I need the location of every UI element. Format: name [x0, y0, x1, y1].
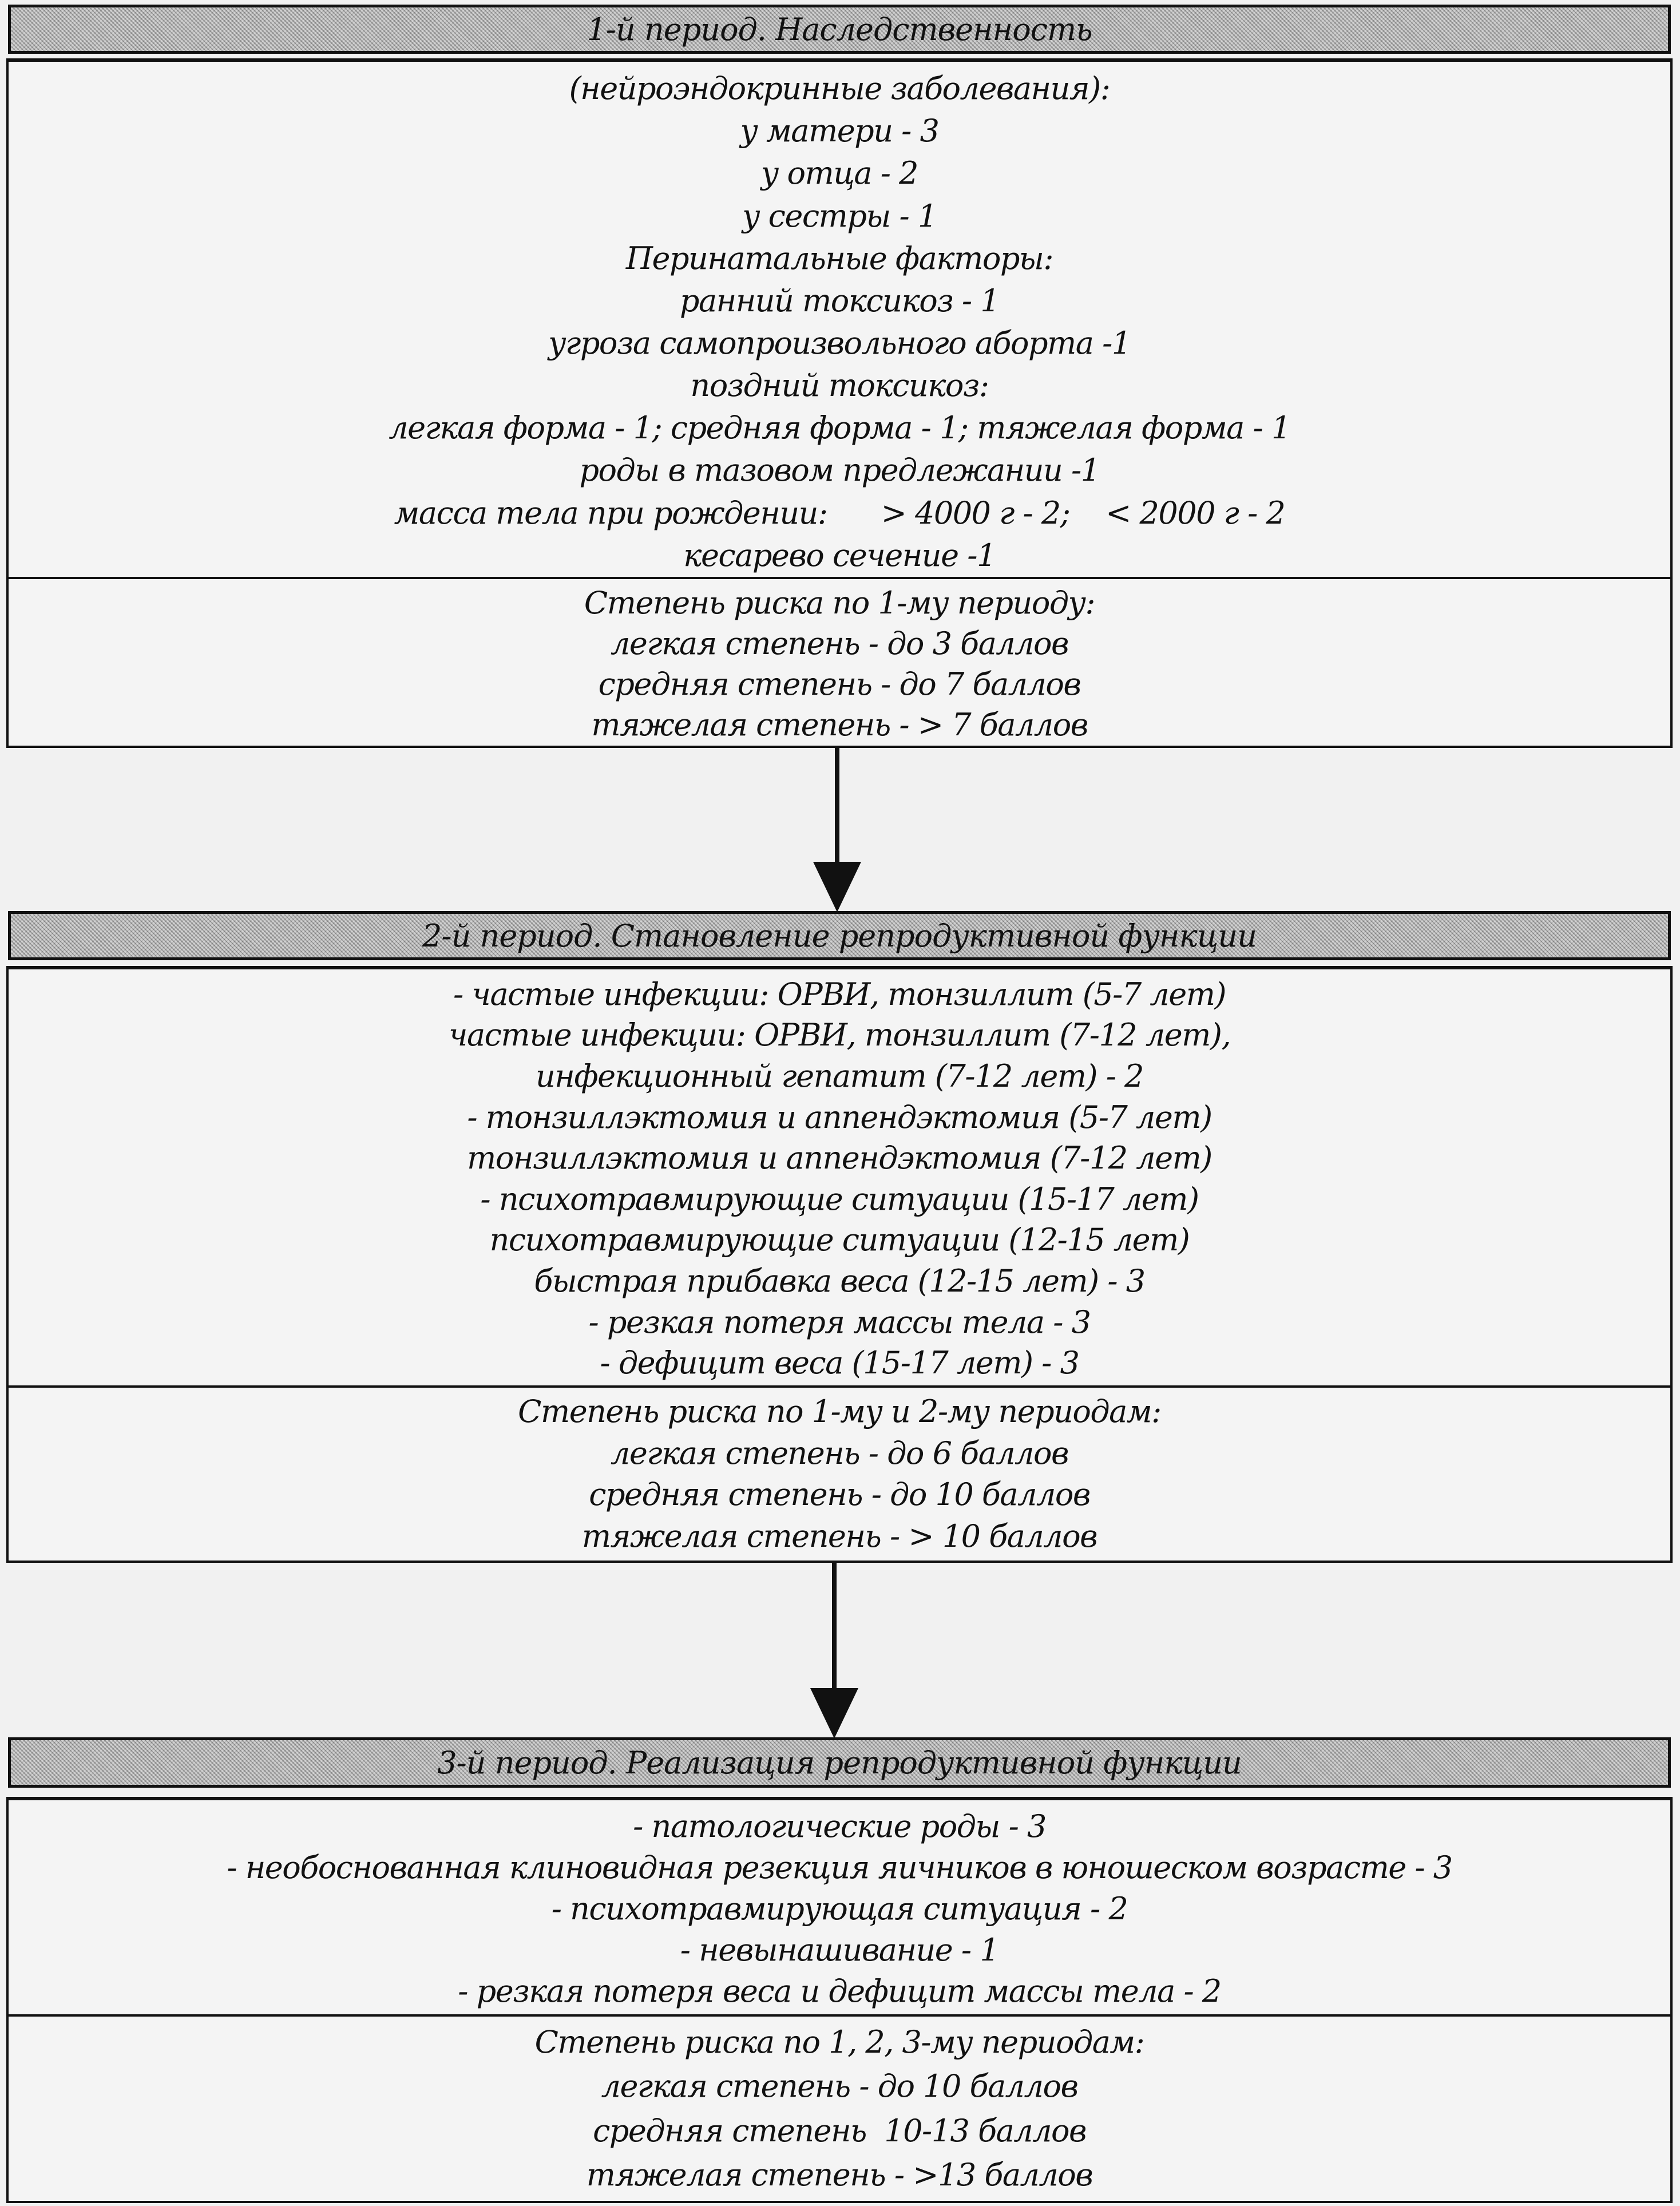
arrow-shaft [832, 1562, 837, 1694]
factor-line: у матери - 3 [740, 113, 939, 149]
factor-line: у отца - 2 [760, 155, 918, 192]
factor-line: - резкая потеря массы тела - 3 [588, 1304, 1091, 1340]
risk-level: средняя степень - до 10 баллов [589, 1476, 1090, 1513]
period-3-divider [9, 2014, 1670, 2017]
factor-subheading: Перинатальные факторы: [625, 240, 1053, 276]
period-1-box [6, 58, 1673, 748]
period-3-box [6, 1797, 1673, 2203]
factor-line: - психотравмирующие ситуации (15-17 лет) [480, 1181, 1199, 1217]
factor-line: - невынашивание - 1 [680, 1932, 999, 1968]
factor-line: инфекционный гепатит (7-12 лет) - 2 [535, 1058, 1143, 1094]
factor-line: тонзиллэктомия и аппендэктомия (7-12 лет) [467, 1140, 1212, 1177]
factor-line: ранний токсикоз - 1 [679, 282, 1000, 319]
risk-level: тяжелая степень - >13 баллов [586, 2157, 1093, 2193]
risk-level: тяжелая степень - > 10 баллов [581, 1518, 1097, 1554]
factor-line: у сестры - 1 [742, 197, 937, 234]
period-2-box [6, 966, 1673, 1563]
period-2-risk [9, 1391, 1670, 1557]
arrow-head [810, 1688, 858, 1738]
factor-line: кесарево сечение -1 [683, 537, 996, 573]
period-1-risk [9, 583, 1670, 746]
factor-line: частые инфекции: ОРВИ, тонзиллит (7-12 лет), [448, 1017, 1231, 1054]
risk-level: легкая степень - до 10 баллов [601, 2068, 1078, 2105]
factor-line: - необоснованная клиновидная резекция яичников в юношеском возрасте - 3 [227, 1849, 1452, 1886]
factor-line: - частые инфекции: ОРВИ, тонзиллит (5-7 лет) [453, 976, 1226, 1012]
factor-line: - патологические роды - 3 [633, 1808, 1046, 1844]
period-3-risk [9, 2020, 1670, 2197]
arrow-down-icon [811, 747, 863, 912]
arrow-shaft [835, 747, 839, 868]
arrow-head [813, 862, 861, 912]
period-3-title: 3-й период. Реализация репродуктивной функции [437, 1744, 1242, 1781]
period-1-header [8, 5, 1671, 54]
period-1-factors [9, 68, 1670, 577]
risk-level: средняя степень - до 7 баллов [598, 666, 1081, 703]
factor-line: - резкая потеря веса и дефицит массы тела - 2 [458, 1973, 1221, 2009]
factor-line: роды в тазовом предлежании -1 [579, 452, 1100, 489]
risk-title: Степень риска по 1, 2, 3-му периодам: [534, 2023, 1144, 2060]
factor-line: угроза самопроизвольного аборта -1 [548, 325, 1131, 362]
arrow-down-icon [809, 1562, 860, 1738]
period-2-factors [9, 974, 1670, 1384]
factor-line: быстрая прибавка веса (12-15 лет) - 3 [534, 1262, 1145, 1299]
risk-level: легкая степень - до 3 баллов [611, 625, 1068, 662]
period-1-title: 1-й период. Наследственность [587, 11, 1092, 47]
factor-line: (нейроэндокринные заболевания): [569, 70, 1110, 107]
factor-line: - тонзиллэктомия и аппендэктомия (5-7 лет) [467, 1099, 1212, 1135]
factor-line: масса тела при рождении: > 4000 г - 2; < 2000 г - 2 [394, 494, 1285, 531]
period-2-title: 2-й период. Становление репродуктивной функции [422, 917, 1257, 954]
factor-line: поздний токсикоз: [690, 367, 989, 404]
period-1-divider [9, 577, 1670, 579]
factor-line: легкая форма - 1; средняя форма - 1; тяжелая форма - 1 [389, 410, 1290, 446]
factor-line: - психотравмирующая ситуация - 2 [551, 1891, 1128, 1927]
factor-line: - дефицит веса (15-17 лет) - 3 [600, 1345, 1079, 1381]
factor-line: психотравмирующие ситуации (12-15 лет) [489, 1222, 1190, 1258]
risk-title: Степень риска по 1-му периоду: [584, 584, 1095, 621]
period-2-header [8, 911, 1671, 960]
risk-level: легкая степень - до 6 баллов [611, 1435, 1068, 1471]
risk-level: средняя степень 10-13 баллов [593, 2112, 1086, 2149]
period-3-factors [9, 1806, 1670, 2012]
period-3-header [8, 1737, 1671, 1788]
risk-title: Степень риска по 1-му и 2-му периодам: [518, 1393, 1161, 1430]
period-2-divider [9, 1385, 1670, 1388]
risk-level: тяжелая степень - > 7 баллов [591, 707, 1088, 743]
